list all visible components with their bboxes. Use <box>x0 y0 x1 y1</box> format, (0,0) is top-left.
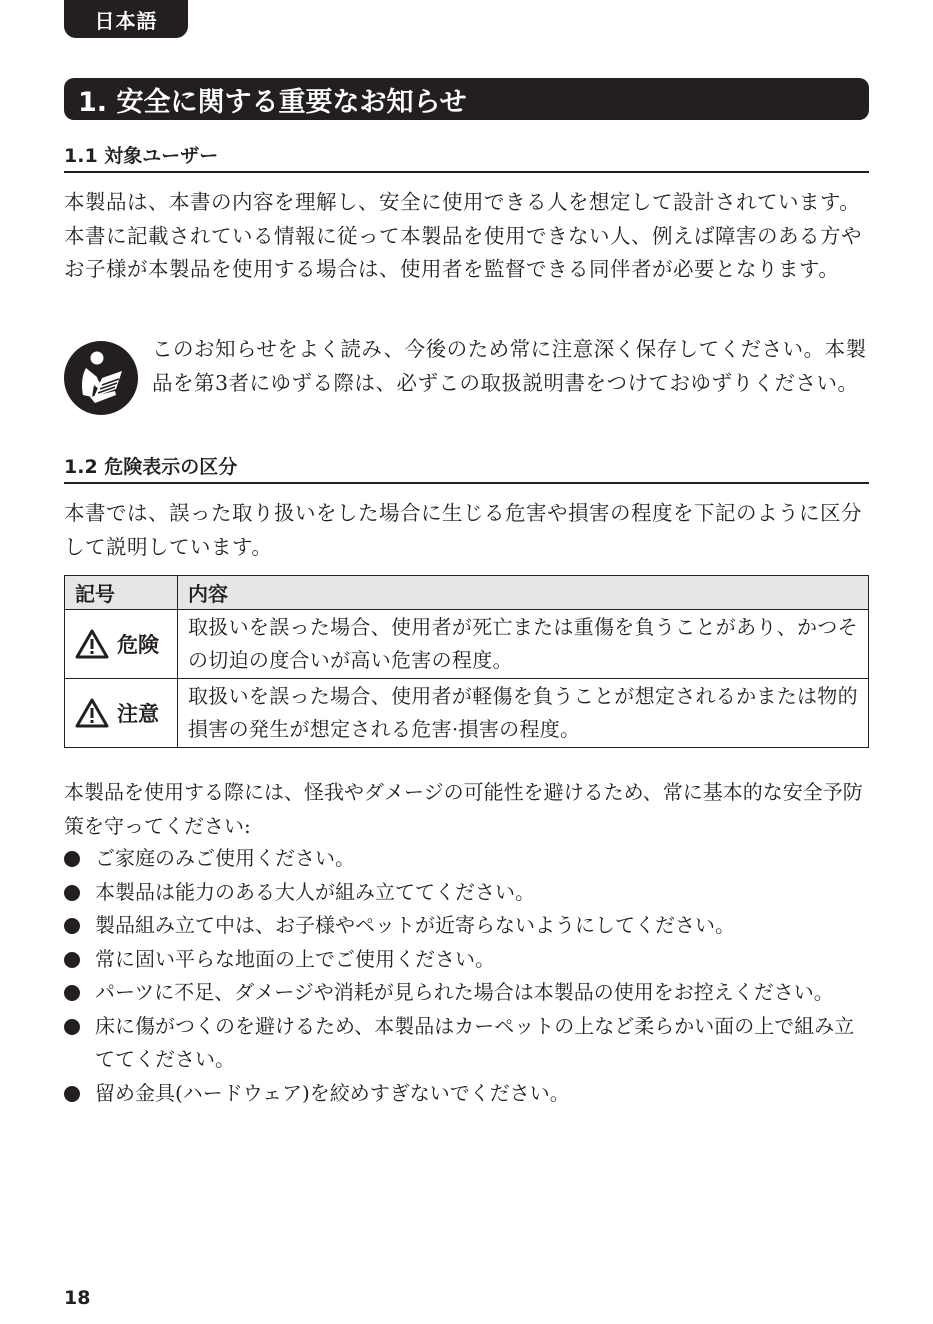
symbol-label: 危険 <box>117 632 159 657</box>
precautions-list <box>64 842 869 1110</box>
hazard-levels-body: 本書では、誤った取り扱いをした場合に生じる危害や損害の程度を下記のように区分して説明しています。 <box>64 501 862 559</box>
hazard-levels-heading: 1.2 危険表示の区分 <box>64 456 869 484</box>
description-cell: 取扱いを誤った場合、使用者が死亡または重傷を負うことがあり、かつその切迫の度合いが高い危害の程度。 <box>178 610 869 679</box>
bullet-icon <box>64 1086 80 1102</box>
description-cell: 取扱いを誤った場合、使用者が軽傷を負うことが想定されるかまたは物的損害の発生が想定される危害·損害の程度。 <box>178 679 869 748</box>
list-item: 本製品は能力のある大人が組み立ててください。 <box>64 876 869 910</box>
notice-text: このお知らせをよく読み、今後のため常に注意深く保存してください。本製品を第3者にゆずる際は、必ずこの取扱説明書をつけておゆずりください。 <box>152 337 867 395</box>
table-row <box>65 679 869 748</box>
hazard-table <box>64 575 869 748</box>
list-item: パーツに不足、ダメージや消耗が見られた場合は本製品の使用をお控えください。 <box>64 976 869 1010</box>
list-item: ご家庭のみご使用ください。 <box>64 842 869 876</box>
bullet-icon <box>64 851 80 867</box>
header-content: 内容 <box>178 576 869 610</box>
bullet-icon <box>64 985 80 1001</box>
language-tab: 日本語 <box>64 0 188 38</box>
warning-triangle-icon <box>75 629 109 659</box>
warning-triangle-icon <box>75 698 109 728</box>
symbol-label: 注意 <box>117 701 159 726</box>
target-users-body: 本製品は、本書の内容を理解し、安全に使用できる人を想定して設計されています。本書に記載されている情報に従って本製品を使用できない人、例えば障害のある方やお子様が本製品を使用する場合は、使用者を監督できる同伴者が必要となります。 <box>64 190 862 281</box>
list-item: 留め金具(ハードウェア)を絞めすぎないでください。 <box>64 1077 869 1111</box>
header-symbol: 記号 <box>65 576 178 610</box>
bullet-icon <box>64 1019 80 1035</box>
bullet-icon <box>64 918 80 934</box>
symbol-cell <box>65 679 178 748</box>
page-number: 18 <box>64 1287 91 1309</box>
read-manual-icon <box>64 341 138 415</box>
list-item: 床に傷がつくのを避けるため、本製品はカーペットの上など柔らかい面の上で組み立ててください。 <box>64 1010 869 1077</box>
section-title: 1. 安全に関する重要なお知らせ <box>64 78 869 120</box>
symbol-cell <box>65 610 178 679</box>
manual-notice <box>64 337 869 437</box>
list-item: 製品組み立て中は、お子様やペットが近寄らないようにしてください。 <box>64 909 869 943</box>
bullet-icon <box>64 952 80 968</box>
list-item: 常に固い平らな地面の上でご使用ください。 <box>64 943 869 977</box>
table-row <box>65 610 869 679</box>
hazard-table-header-row <box>65 576 869 610</box>
bullet-icon <box>64 885 80 901</box>
precautions-intro: 本製品を使用する際には、怪我やダメージの可能性を避けるため、常に基本的な安全予防策を守ってください: <box>64 780 863 838</box>
target-users-heading: 1.1 対象ユーザー <box>64 145 869 173</box>
